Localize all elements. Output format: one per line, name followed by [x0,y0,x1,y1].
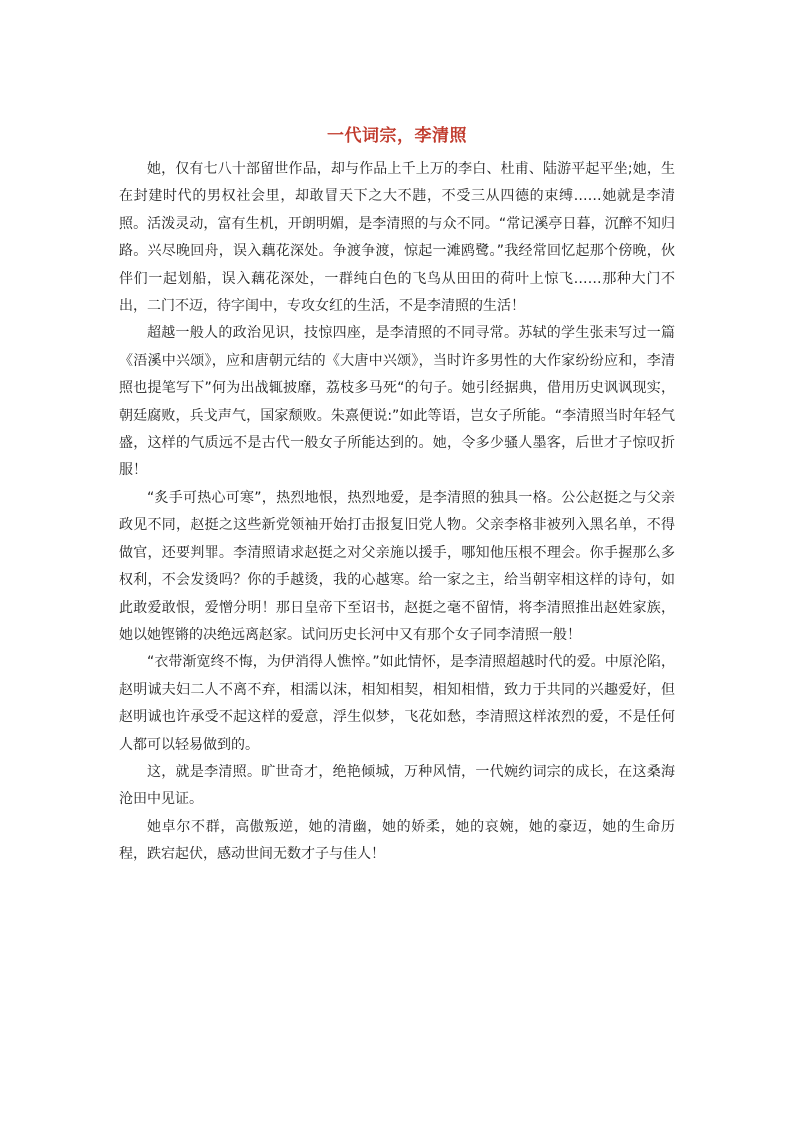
paragraph-6: 她卓尔不群，高傲叛逆，她的清幽，她的娇柔，她的哀婉，她的豪迈，她的生命历程，跌宕起伏，感动世间无数才子与佳人！ [119,818,675,863]
paragraph-4: “衣带渐宽终不悔，为伊消得人憔悴。”如此情怀，是李清照超越时代的爱。中原沦陷，赵明诚夫妇二人不离不弃，相濡以沫，相知相契，相知相惜，致力于共同的兴趣爱好，但赵明诚也许承受不起这样的爱意，浮生似梦，飞花如愁，李清照这样浓烈的爱，不是任何人都可以轻易做到的。 [119,654,675,753]
document-title: 一代词宗，李清照 [327,126,467,146]
paragraph-5: 这，就是李清照。旷世奇才，绝艳倾城，万种风情，一代婉约词宗的成长，在这桑海沧田中见证。 [119,763,675,808]
paragraph-2: 超越一般人的政治见识，技惊四座，是李清照的不同寻常。苏轼的学生张耒写过一篇《浯溪中兴颂》，应和唐朝元结的《大唐中兴颂》，当时许多男性的大作家纷纷应和，李清照也提笔写下”何为出战辄披靡，荔枝多马死“的句子。她引经据典，借用历史讽讽现实，朝廷腐败，兵戈声气，国家颓败。朱熹便说:”如此等语，岂女子所能。“李清照当时年轻气盛，这样的气质远不是古代一般女子所能达到的。她，令多少骚人墨客，后世才子惊叹折服！ [119,325,675,479]
paragraph-1: 她，仅有七八十部留世作品，却与作品上千上万的李白、杜甫、陆游平起平坐;她，生在封建时代的男权社会里，却敢冒天下之大不韪，不受三从四德的束缚……她就是李清照。活泼灵动，富有生机，开朗明媚，是李清照的与众不同。“常记溪亭日暮，沉醉不知归路。兴尽晚回舟，误入藕花深处。争渡争渡，惊起一滩鸥鹭。”我经常回忆起那个傍晚，伙伴们一起划船，误入藕花深处，一群纯白色的飞鸟从田田的荷叶上惊飞……那种大门不出，二门不迈，待字闺中，专攻女红的生活，不是李清照的生活！ [119,161,675,315]
paragraph-3: “炙手可热心可寒”，热烈地恨，热烈地爱，是李清照的独具一格。公公赵挺之与父亲政见不同，赵挺之这些新党领袖开始打击报复旧党人物。父亲李格非被列入黑名单，不得做官，还要判罪。李清照请求赵挺之对父亲施以援手，哪知他压根不理会。你手握那么多权利，不会发烫吗？你的手越烫，我的心越寒。给一家之主，给当朝宰相这样的诗句，如此敢爱敢恨，爱憎分明！那日皇帝下至诏书，赵挺之毫不留情，将李清照推出赵姓家族，她以她铿锵的决绝远离赵家。试问历史长河中又有那个女子同李清照一般！ [119,489,675,643]
document-body [119,156,675,869]
